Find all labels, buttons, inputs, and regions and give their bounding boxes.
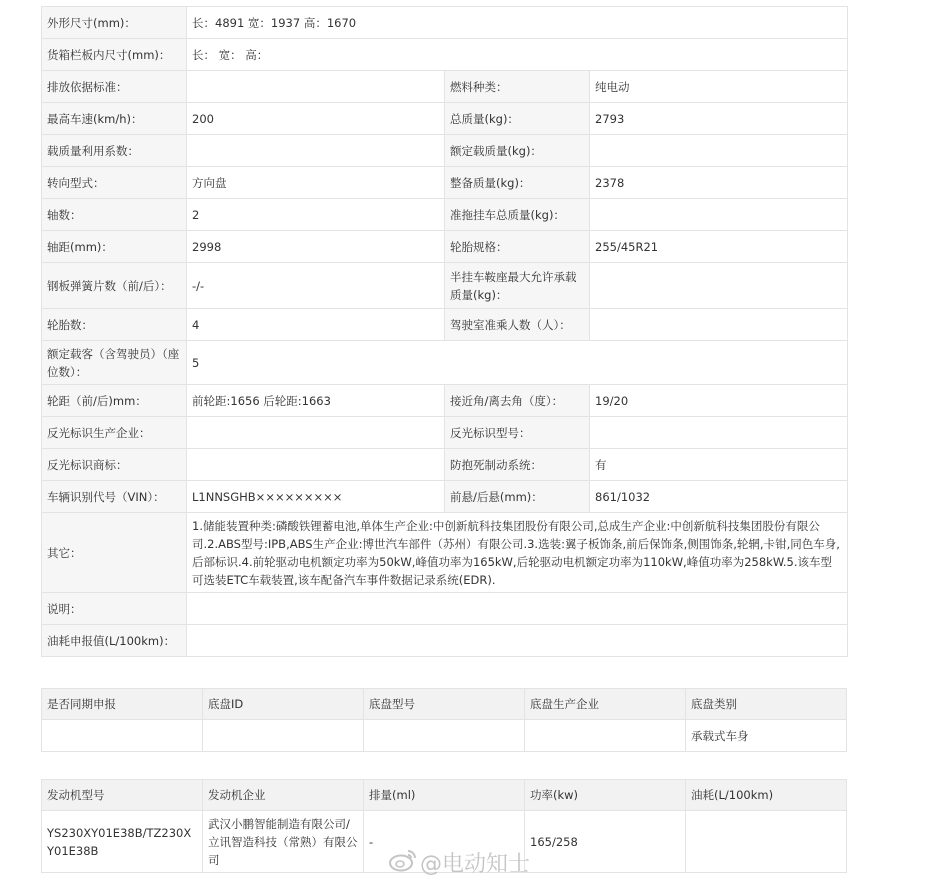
chassis-header: 是否同期申报	[42, 689, 203, 720]
spec-label: 驾驶室准乘人数（人）：	[445, 309, 590, 341]
spec-value	[590, 263, 848, 309]
displacement-cell: -	[364, 811, 525, 873]
chassis-cell	[42, 720, 203, 752]
seats-value: 5	[187, 341, 848, 385]
chassis-cell	[203, 720, 364, 752]
chassis-cell	[364, 720, 525, 752]
engine-company-cell: 武汉小鹏智能制造有限公司/立讯智造科技（常熟）有限公司	[203, 811, 364, 873]
spec-value: 纯电动	[590, 71, 848, 103]
spec-value: 2998	[187, 231, 445, 263]
spec-label: 准拖挂车总质量(kg)：	[445, 199, 590, 231]
spec-value: 861/1032	[590, 481, 848, 513]
cargo-dims-label: 货箱栏板内尺寸(mm)：	[42, 39, 187, 71]
spec-label: 载质量利用系数：	[42, 135, 187, 167]
spec-value: 2793	[590, 103, 848, 135]
spec-value	[590, 135, 848, 167]
spec-value: 200	[187, 103, 445, 135]
engine-header: 排量(ml)	[364, 780, 525, 811]
spec-label: 轴距(mm)：	[42, 231, 187, 263]
chassis-cell	[525, 720, 686, 752]
spec-value	[187, 449, 445, 481]
fuel-consumption-cell	[686, 811, 847, 873]
spec-value	[187, 417, 445, 449]
spec-table	[41, 6, 848, 657]
spec-label: 接近角/离去角（度）：	[445, 385, 590, 417]
watermark	[388, 847, 530, 878]
spec-label: 轮距（前/后)mm：	[42, 385, 187, 417]
other-value: 1.储能装置种类:磷酸铁锂蓄电池,单体生产企业:中创新航科技集团股份有限公司,总成生产企业:中创新航科技集团股份有限公司.2.ABS型号:IPB,ABS生产企业:博世汽车部件（苏州）有限公司.3.选装:翼子板饰条,前后保饰条,侧围饰条,轮辋,卡钳,同色车身,后部标识.4.前轮驱动电机额定功率为50kW,峰值功率为165kW,后轮驱动电机额定功率为110kW,峰值功率为258kW.5.该车型可选装ETC车载装置,该车配备汽车事件数据记录系统(EDR).	[187, 513, 848, 593]
spec-value: 2	[187, 199, 445, 231]
spec-label: 反光标识型号：	[445, 417, 590, 449]
chassis-header: 底盘ID	[203, 689, 364, 720]
note-label: 说明：	[42, 593, 187, 625]
spec-value	[187, 71, 445, 103]
spec-value: 方向盘	[187, 167, 445, 199]
watermark-text: @电动知士	[420, 852, 531, 877]
spec-label: 防抱死制动系统：	[445, 449, 590, 481]
other-label: 其它：	[42, 513, 187, 593]
power-cell: 165/258	[525, 811, 686, 873]
dims-label: 外形尺寸(mm)：	[42, 7, 187, 39]
spec-label: 额定载质量(kg)：	[445, 135, 590, 167]
note-value	[187, 593, 848, 625]
engine-header: 发动机型号	[42, 780, 203, 811]
engine-header: 发动机企业	[203, 780, 364, 811]
spec-value: 2378	[590, 167, 848, 199]
spec-value: -/-	[187, 263, 445, 309]
spec-label: 排放依据标准：	[42, 71, 187, 103]
spec-label: 半挂车鞍座最大允许承载质量(kg)：	[445, 263, 590, 309]
spec-label: 轮胎数：	[42, 309, 187, 341]
spec-value: 前轮距:1656 后轮距:1663	[187, 385, 445, 417]
spec-label: 车辆识别代号（VIN）：	[42, 481, 187, 513]
spec-label: 钢板弹簧片数（前/后）：	[42, 263, 187, 309]
spec-value: 255/45R21	[590, 231, 848, 263]
engine-model-cell: YS230XY01E38B/TZ230XY01E38B	[42, 811, 203, 873]
spec-value	[590, 309, 848, 341]
spec-label: 最高车速(km/h)：	[42, 103, 187, 135]
cargo-dims-value: 长： 宽： 高：	[187, 39, 848, 71]
chassis-table	[41, 688, 847, 752]
fuel-declared-value	[187, 625, 848, 657]
spec-value	[590, 417, 848, 449]
spec-value: 19/20	[590, 385, 848, 417]
engine-header: 油耗(L/100km)	[686, 780, 847, 811]
spec-label: 轴数：	[42, 199, 187, 231]
fuel-declared-label: 油耗申报值(L/100km)：	[42, 625, 187, 657]
spec-label: 反光标识生产企业：	[42, 417, 187, 449]
spec-value	[590, 199, 848, 231]
spec-label: 转向型式：	[42, 167, 187, 199]
spec-label: 反光标识商标：	[42, 449, 187, 481]
spec-value	[187, 135, 445, 167]
spec-label: 前悬/后悬(mm)：	[445, 481, 590, 513]
engine-header: 功率(kw)	[525, 780, 686, 811]
spec-label: 轮胎规格：	[445, 231, 590, 263]
chassis-header: 底盘类别	[686, 689, 847, 720]
seats-label: 额定载客（含驾驶员）（座位数）：	[42, 341, 187, 385]
chassis-header: 底盘生产企业	[525, 689, 686, 720]
spec-label: 整备质量(kg)：	[445, 167, 590, 199]
weibo-logo-icon	[388, 848, 420, 878]
spec-value: 有	[590, 449, 848, 481]
chassis-cell: 承载式车身	[686, 720, 847, 752]
spec-value: 4	[187, 309, 445, 341]
chassis-header: 底盘型号	[364, 689, 525, 720]
dims-value: 长：4891 宽：1937 高：1670	[187, 7, 848, 39]
spec-value: L1NNSGHB×××××××××	[187, 481, 445, 513]
spec-label: 燃料种类：	[445, 71, 590, 103]
spec-label: 总质量(kg)：	[445, 103, 590, 135]
